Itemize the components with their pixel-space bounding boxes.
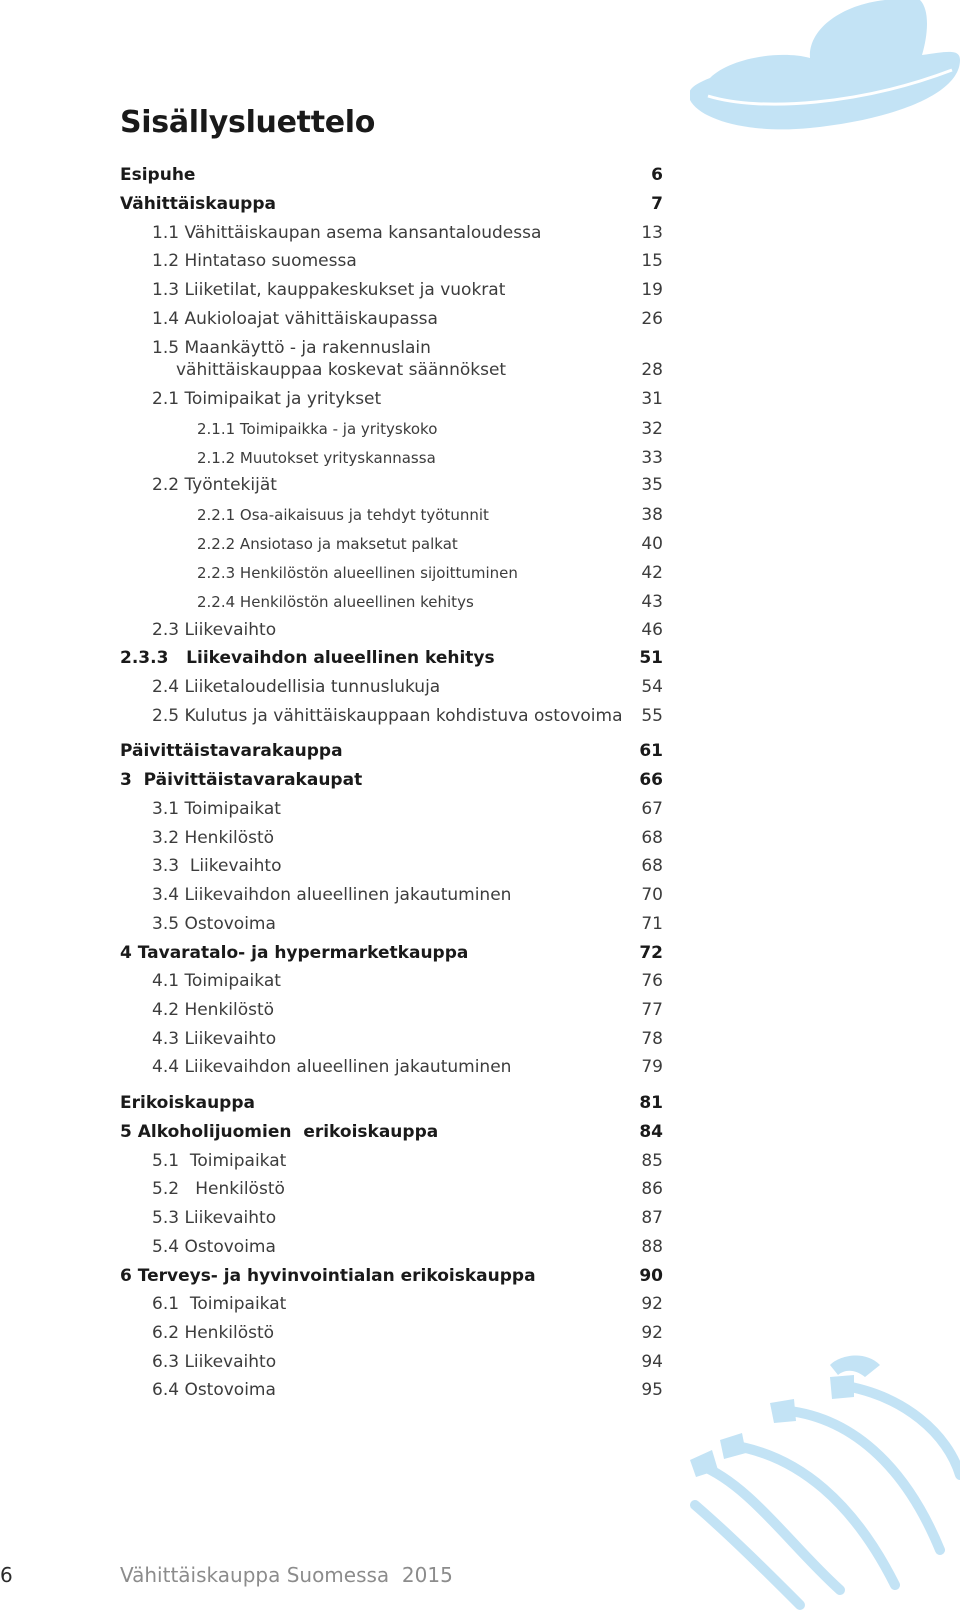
toc-entry-page: 6	[651, 165, 663, 185]
toc-entry-label: 4 Tavaratalo- ja hypermarketkauppa	[120, 943, 469, 963]
toc-entry-label-line: vähittäiskauppaa koskevat säännökset	[176, 360, 507, 380]
toc-entry-label: 2.1 Toimipaikat ja yritykset	[152, 389, 382, 409]
page-footer	[0, 1563, 960, 1593]
toc-entry-page: 70	[641, 885, 663, 905]
toc-entry[interactable]	[120, 1293, 663, 1315]
toc-entry-label: 6.3 Liikevaihto	[152, 1352, 277, 1372]
toc-entry-page: 51	[639, 648, 663, 668]
toc-entry-page: 86	[641, 1179, 663, 1199]
toc-entry-page: 19	[641, 280, 663, 300]
toc-entry[interactable]	[120, 740, 663, 762]
toc-entry[interactable]	[120, 1322, 663, 1344]
toc-entry-page: 68	[641, 828, 663, 848]
toc-entry-page: 54	[641, 677, 663, 697]
toc-entry-label: 1.4 Aukioloajat vähittäiskaupassa	[152, 309, 438, 329]
toc-entry[interactable]	[120, 676, 663, 698]
toc-entry[interactable]	[120, 164, 663, 186]
toc-entry-page: 78	[641, 1029, 663, 1049]
toc-entry-page: 67	[641, 799, 663, 819]
toc-entry[interactable]	[120, 999, 663, 1021]
toc-entry-page: 72	[639, 943, 663, 963]
publication-title: Vähittäiskauppa Suomessa 2015	[120, 1563, 453, 1587]
toc-entry-page: 13	[641, 223, 663, 243]
toc-entry-label: Päivittäistavarakauppa	[120, 741, 343, 761]
toc-entry-page: 42	[641, 563, 663, 583]
toc-entry-label: 2.4 Liiketaloudellisia tunnuslukuja	[152, 677, 441, 697]
toc-entry-label: 3.2 Henkilöstö	[152, 828, 275, 848]
toc-entry[interactable]	[120, 533, 663, 555]
toc-entry-page: 26	[641, 309, 663, 329]
toc-entry[interactable]	[120, 279, 663, 301]
toc-entry[interactable]	[120, 970, 663, 992]
toc-entry-label: 2.1.2 Muutokset yrityskannassa	[197, 449, 436, 467]
toc-entry-label: 1.1 Vähittäiskaupan asema kansantaloudessa	[152, 223, 542, 243]
toc-entry[interactable]	[120, 562, 663, 584]
toc-entry-label: 2.3 Liikevaihto	[152, 620, 277, 640]
toc-entry-page: 35	[641, 475, 663, 495]
toc-entry[interactable]	[120, 1178, 663, 1200]
toc-entry-page: 68	[641, 856, 663, 876]
toc-entry-page: 77	[641, 1000, 663, 1020]
page-title: Sisällysluettelo	[120, 105, 376, 140]
toc-entry-label: 6.1 Toimipaikat	[152, 1294, 287, 1314]
toc-entry-label: 5.4 Ostovoima	[152, 1237, 276, 1257]
toc-entry-page: 40	[641, 534, 663, 554]
toc-entry-label: 2.2 Työntekijät	[152, 475, 277, 495]
toc-entry-label: 2.3.3 Liikevaihdon alueellinen kehitys	[120, 648, 495, 668]
toc-entry-label	[152, 337, 506, 381]
toc-entry[interactable]	[120, 388, 663, 410]
toc-entry-label: 6.4 Ostovoima	[152, 1380, 276, 1400]
toc-entry-page: 7	[651, 194, 663, 214]
toc-entry-page: 32	[641, 419, 663, 439]
toc-entry-page: 92	[641, 1294, 663, 1314]
toc-entry-page: 81	[639, 1093, 663, 1113]
toc-entry-page: 38	[641, 505, 663, 525]
toc-entry[interactable]	[120, 1236, 663, 1258]
toc-entry[interactable]	[120, 1028, 663, 1050]
toc-entry-page: 28	[641, 360, 663, 380]
toc-entry[interactable]	[120, 1351, 663, 1373]
toc-entry-page: 90	[639, 1266, 663, 1286]
toc-entry-label: 2.2.3 Henkilöstön alueellinen sijoittuminen	[197, 564, 518, 582]
toc-entry-label-line: 1.5 Maankäyttö - ja rakennuslain	[152, 338, 431, 358]
toc-entry-label: 2.5 Kulutus ja vähittäiskauppaan kohdistuva ostovoima	[152, 706, 623, 726]
toc-entry[interactable]	[120, 798, 663, 820]
toc-entry[interactable]	[120, 855, 663, 877]
toc-entry-label: 1.2 Hintataso suomessa	[152, 251, 357, 271]
toc-entry[interactable]	[120, 418, 663, 440]
toc-entry[interactable]	[120, 308, 663, 330]
toc-entry[interactable]	[120, 1265, 663, 1287]
toc-entry-label: 4.4 Liikevaihdon alueellinen jakautuminen	[152, 1057, 512, 1077]
toc-entry-label: 3 Päivittäistavarakaupat	[120, 770, 363, 790]
toc-entry[interactable]	[120, 1150, 663, 1172]
toc-entry[interactable]	[120, 447, 663, 469]
toc-entry-label: 3.5 Ostovoima	[152, 914, 276, 934]
page-number: 6	[0, 1563, 13, 1587]
toc-entry[interactable]	[120, 942, 663, 964]
toc-entry[interactable]	[120, 619, 663, 641]
toc-entry[interactable]	[120, 193, 663, 215]
toc-entry[interactable]	[120, 591, 663, 613]
toc-entry-page: 46	[641, 620, 663, 640]
hat-illustration	[690, 0, 960, 140]
toc-entry-label: 6 Terveys- ja hyvinvointialan erikoiskauppa	[120, 1266, 536, 1286]
toc-entry[interactable]	[120, 1379, 663, 1401]
toc-entry-page: 95	[641, 1380, 663, 1400]
toc-entry[interactable]	[120, 250, 663, 272]
toc-entry-page: 15	[641, 251, 663, 271]
toc-entry[interactable]	[120, 337, 663, 381]
toc-entry-page: 85	[641, 1151, 663, 1171]
toc-entry-label: 6.2 Henkilöstö	[152, 1323, 275, 1343]
toc-entry-label: Esipuhe	[120, 165, 196, 185]
toc-entry[interactable]	[120, 913, 663, 935]
toc-entry[interactable]	[120, 705, 663, 727]
toc-entry[interactable]	[120, 769, 663, 791]
toc-entry-label: 5 Alkoholijuomien erikoiskauppa	[120, 1122, 439, 1142]
toc-entry[interactable]	[120, 1207, 663, 1229]
toc-entry-page: 55	[641, 706, 663, 726]
toc-entry[interactable]	[120, 827, 663, 849]
toc-entry-page: 79	[641, 1057, 663, 1077]
toc-entry-label: 2.1.1 Toimipaikka - ja yrityskoko	[197, 420, 438, 438]
toc-entry-label: 4.3 Liikevaihto	[152, 1029, 277, 1049]
toc-entry[interactable]	[120, 884, 663, 906]
toc-entry[interactable]	[120, 474, 663, 496]
toc-entry-label: 4.2 Henkilöstö	[152, 1000, 275, 1020]
toc-entry[interactable]	[120, 1056, 663, 1078]
toc-entry-label: 5.3 Liikevaihto	[152, 1208, 277, 1228]
toc-entry-page: 88	[641, 1237, 663, 1257]
toc-entry-page: 31	[641, 389, 663, 409]
toc-entry-label: 5.1 Toimipaikat	[152, 1151, 287, 1171]
toc-entry-label: 1.3 Liiketilat, kauppakeskukset ja vuokrat	[152, 280, 506, 300]
toc-entry-page: 33	[641, 448, 663, 468]
toc-entry-label: 3.3 Liikevaihto	[152, 856, 282, 876]
toc-entry-page: 76	[641, 971, 663, 991]
toc-entry-label: 2.2.4 Henkilöstön alueellinen kehitys	[197, 593, 474, 611]
toc-entry-label: 5.2 Henkilöstö	[152, 1179, 285, 1199]
toc-entry[interactable]	[120, 1092, 663, 1114]
toc-entry-page: 71	[641, 914, 663, 934]
toc-entry-label: 3.1 Toimipaikat	[152, 799, 281, 819]
toc-entry[interactable]	[120, 647, 663, 669]
toc-entry-page: 87	[641, 1208, 663, 1228]
toc-entry-label: 3.4 Liikevaihdon alueellinen jakautuminen	[152, 885, 512, 905]
toc-entry[interactable]	[120, 222, 663, 244]
toc-entry-page: 84	[639, 1122, 663, 1142]
table-of-contents	[120, 0, 663, 1610]
toc-entry-page: 92	[641, 1323, 663, 1343]
toc-entry-label: Erikoiskauppa	[120, 1093, 255, 1113]
toc-entry-label: Vähittäiskauppa	[120, 194, 276, 214]
toc-entry-page: 43	[641, 592, 663, 612]
toc-entry[interactable]	[120, 504, 663, 526]
toc-entry-page: 94	[641, 1352, 663, 1372]
toc-entry-label: 2.2.2 Ansiotaso ja maksetut palkat	[197, 535, 458, 553]
toc-entry-label: 2.2.1 Osa-aikaisuus ja tehdyt työtunnit	[197, 506, 489, 524]
toc-entry-page: 61	[639, 741, 663, 761]
toc-entry[interactable]	[120, 1121, 663, 1143]
toc-entry-label: 4.1 Toimipaikat	[152, 971, 281, 991]
toc-entry-page: 66	[639, 770, 663, 790]
